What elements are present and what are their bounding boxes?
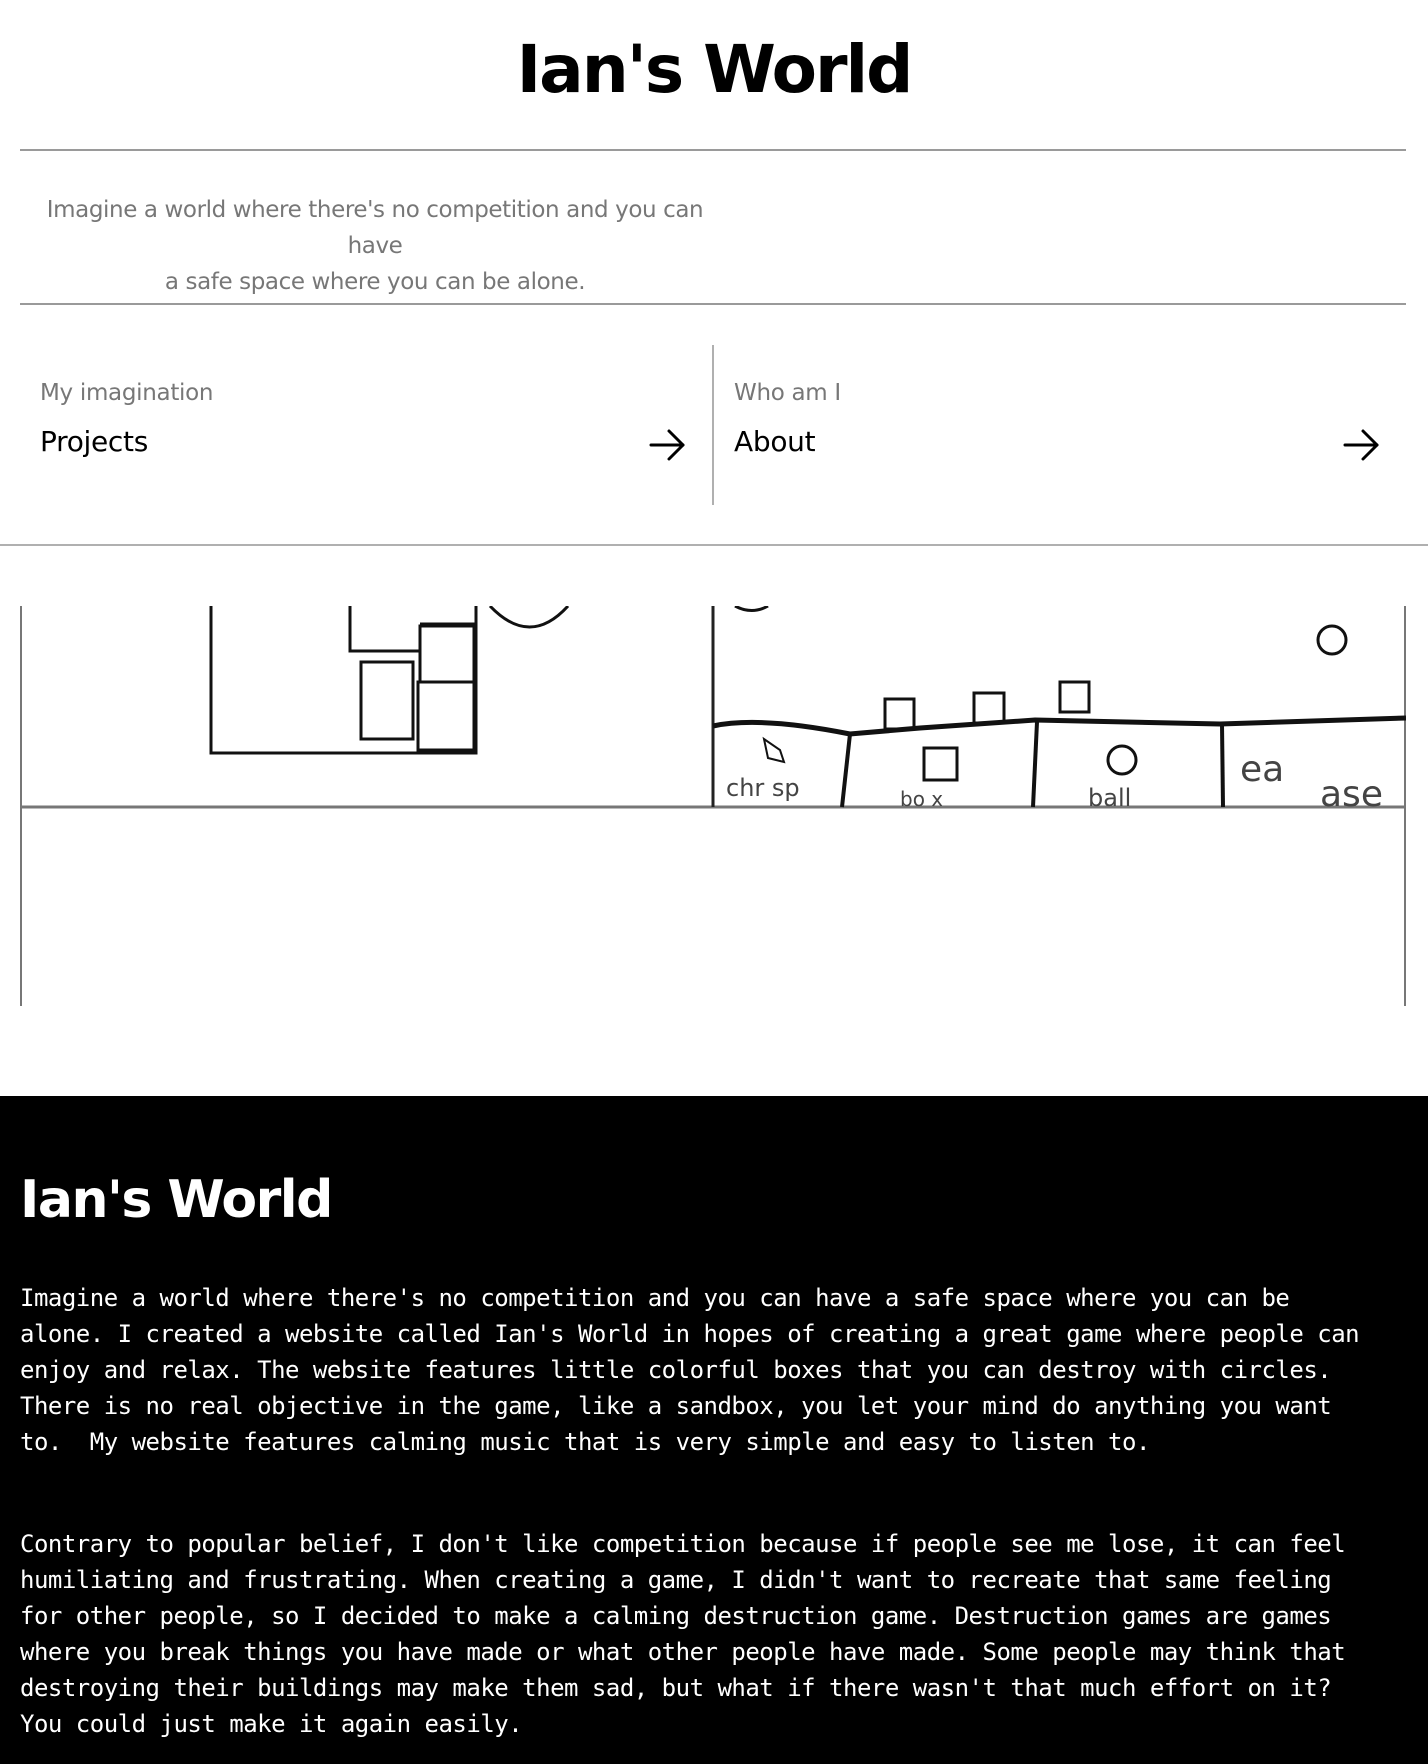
header-divider (20, 149, 1406, 151)
projects-link[interactable] (20, 345, 712, 505)
left-sketch (211, 606, 568, 753)
arrow-right-icon[interactable] (1342, 425, 1382, 465)
about-link[interactable] (714, 345, 1406, 505)
about-kicker: Who am I (734, 380, 841, 406)
nav-bottom-divider (0, 544, 1428, 546)
tagline-line-2: a safe space where you can be alone. (164, 269, 586, 295)
tagline (20, 192, 730, 300)
sketch-label-ball: ball (1088, 784, 1132, 812)
projects-title[interactable]: Projects (40, 425, 148, 458)
tagline-line-1: Imagine a world where there's no competition and you can have (46, 197, 704, 259)
projects-kicker: My imagination (40, 380, 214, 406)
sketch-label-ase: ase (1320, 774, 1383, 815)
tagline-divider (20, 303, 1406, 305)
footer-paragraph-2: Contrary to popular belief, I don't like competition because if people see me lose, it can feel humiliating and frustrating. When creating a game, I didn't want to recreate that same feeling for other people, so I decided to make a calming destruction game. Destruction games are games where you break things you have made or what other people have made. Some people may think that destroying their buildings may make them sad, but what if there wasn't that much effort on it? You could just make it again easily. (20, 1530, 1346, 1738)
sketch-label-box: bo x (900, 787, 944, 811)
footer-title: Ian's World (20, 1170, 332, 1230)
right-sketch (713, 606, 1406, 815)
site-title: Ian's World (516, 31, 912, 108)
sketch-label-chrsp: chr sp (726, 774, 800, 802)
about-title[interactable]: About (734, 425, 816, 458)
arrow-right-icon[interactable] (648, 425, 688, 465)
footer-paragraph-1: Imagine a world where there's no competition and you can have a safe space where you can be alone. I created a website called Ian's World in hopes of creating a great game where people can enjoy and relax. The website features little colorful boxes that you can destroy with circles. There is no real objective in the game, like a sandbox, you let your mind do anything you want to. My website features calming music that is very simple and easy to listen to. (20, 1284, 1360, 1456)
sketch-label-ea: ea (1240, 749, 1285, 790)
game-sketch-gallery (20, 606, 1406, 1006)
footer (0, 1096, 1428, 1764)
game-sketch (20, 606, 1406, 1006)
